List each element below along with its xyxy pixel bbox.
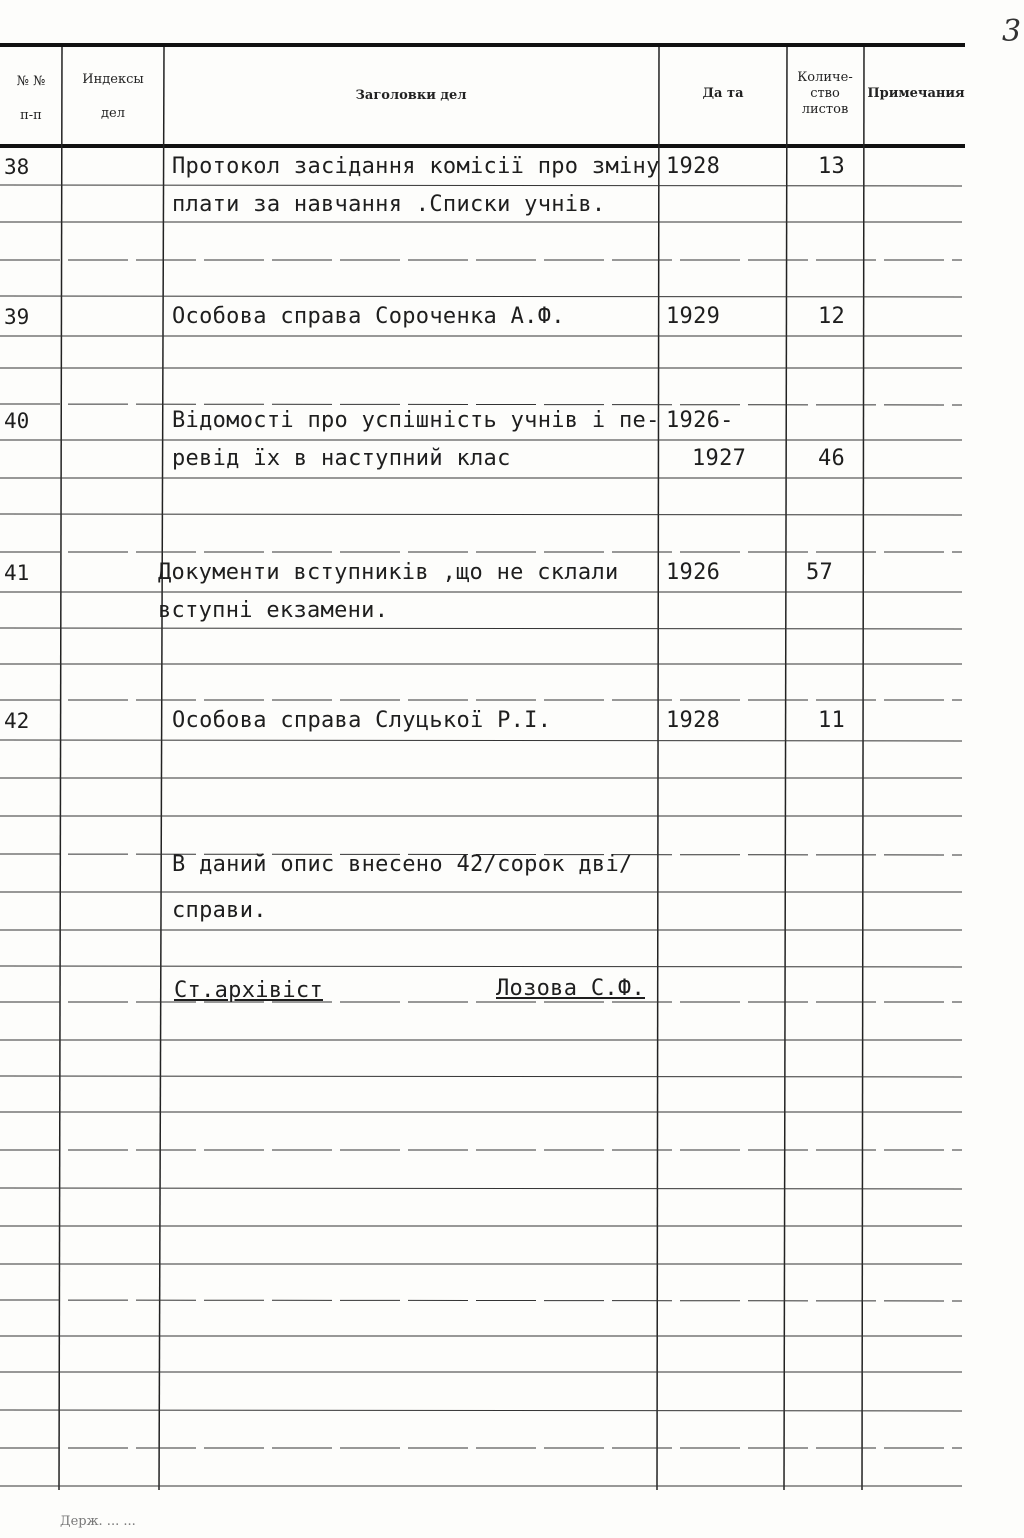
entry-number: 39 xyxy=(4,305,30,329)
entry-number: 42 xyxy=(4,709,30,733)
entry-number: 40 xyxy=(4,409,30,433)
entry-title-line: вступні екзамени. xyxy=(158,598,389,623)
ruled-line xyxy=(0,514,962,515)
ruled-line xyxy=(0,296,962,297)
header-num-bottom: п-п xyxy=(20,108,42,123)
entry-date: 1927 xyxy=(692,446,747,471)
entry-date: 1928 xyxy=(666,708,721,733)
col-divider-notes xyxy=(862,47,864,1490)
footer-fragment: Держ. ... ... xyxy=(60,1514,136,1529)
ruled-line xyxy=(0,1410,962,1411)
entry-sheet-count: 57 xyxy=(806,560,834,585)
entry-sheet-count: 46 xyxy=(818,446,846,471)
entry-title-line: Відомості про успішність учнів і пе- xyxy=(172,408,660,433)
col-divider-title xyxy=(159,47,164,1490)
signature-name: Лозова С.Ф. xyxy=(496,976,645,1001)
summary-line2: справи. xyxy=(172,898,267,923)
ruled-line xyxy=(0,740,962,741)
row-lines xyxy=(0,185,962,1486)
ruled-line xyxy=(0,404,962,405)
entry-number: 38 xyxy=(4,155,30,179)
ruled-line xyxy=(0,185,962,186)
summary-line1: В даний опис внесено 42/сорок дві/ xyxy=(172,852,633,877)
header-count-line3: листов xyxy=(801,102,849,117)
entry-date: 1929 xyxy=(666,304,721,329)
entry-date: 1928 xyxy=(666,154,721,179)
header-notes: Примечания xyxy=(867,86,965,101)
entry-title-line: плати за навчання .Списки учнів. xyxy=(172,192,606,217)
corner-page-mark: 3 xyxy=(1002,14,1022,49)
header-index-top: Индексы xyxy=(82,72,144,87)
entry-date: 1926- xyxy=(666,408,734,433)
entry-sheet-count: 13 xyxy=(818,154,846,179)
entry-sheet-count: 11 xyxy=(818,708,846,733)
col-divider-index xyxy=(59,47,62,1490)
ruled-line xyxy=(0,1300,962,1301)
header-index-bottom: дел xyxy=(101,106,125,121)
ruled-line xyxy=(0,1076,962,1077)
entry-number: 41 xyxy=(4,561,30,585)
header-count-line2: ство xyxy=(810,86,840,101)
entry-title-line: ревід їх в наступний клас xyxy=(172,446,511,471)
entry-date: 1926 xyxy=(666,560,721,585)
col-divider-count xyxy=(784,47,787,1490)
ruled-line xyxy=(0,966,962,967)
signature-role: Ст.архівіст xyxy=(174,978,323,1003)
entry-sheet-count: 12 xyxy=(818,304,846,329)
header-date: Да та xyxy=(702,86,744,101)
header-num-top: № № xyxy=(16,74,46,89)
entry-title-line: Протокол засідання комісії про зміну xyxy=(172,154,660,179)
entry-title-line: Документи вступників ,що не склали xyxy=(158,560,619,585)
entry-title-line: Особова справа Слуцької Р.І. xyxy=(172,708,552,733)
ruled-line xyxy=(0,1188,962,1189)
entry-title-line: Особова справа Сороченка А.Ф. xyxy=(172,304,565,329)
header-count-line1: Количе- xyxy=(797,70,853,85)
ruled-line xyxy=(0,628,962,629)
col-divider-date xyxy=(657,47,659,1490)
header-title: Заголовки дел xyxy=(355,88,467,103)
